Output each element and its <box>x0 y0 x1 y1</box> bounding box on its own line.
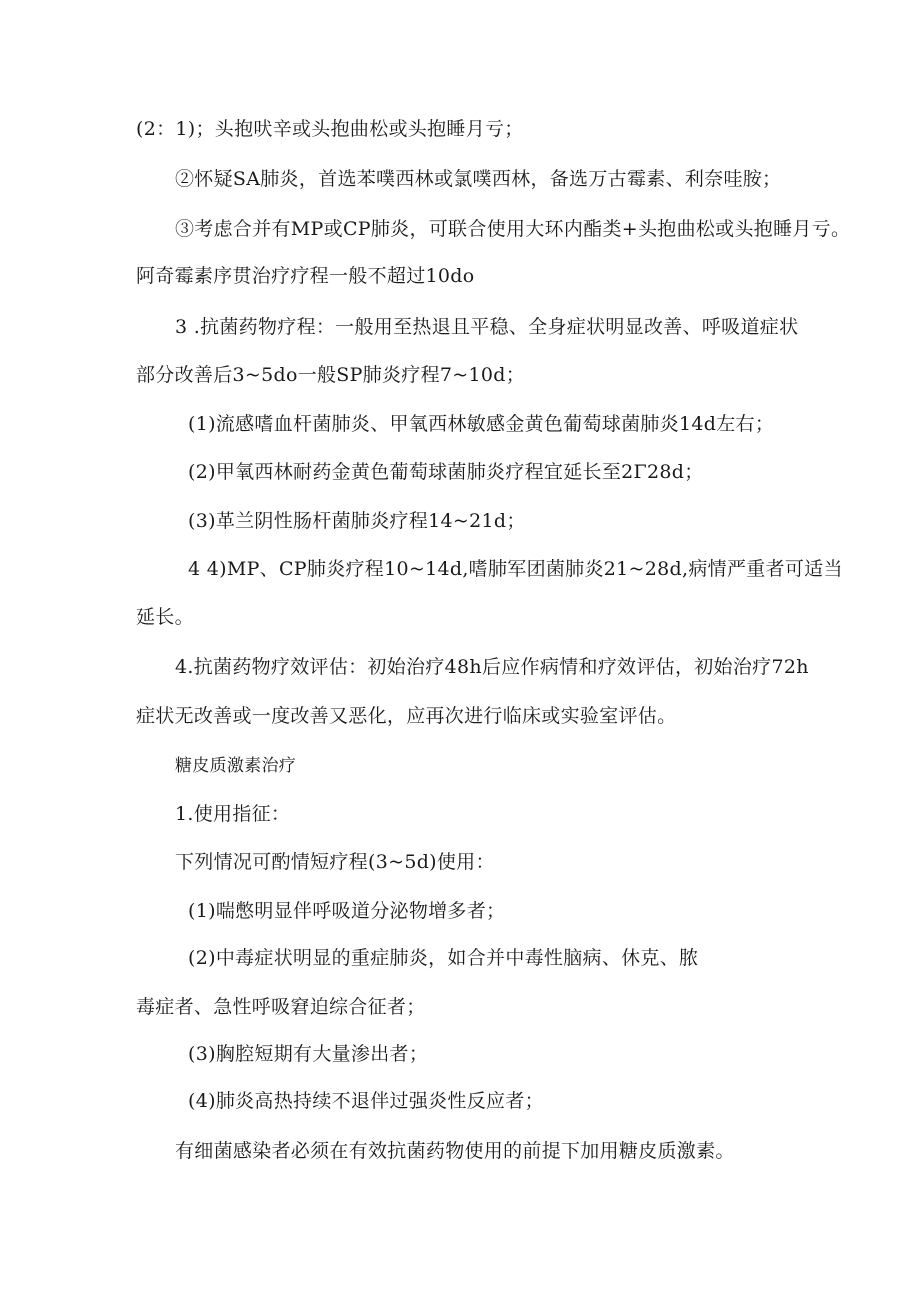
text-line-course-item-1: (1)流感嗜血杆菌肺炎、甲氧西林敏感金黄色葡萄球菌肺炎14d左右； <box>188 413 775 435</box>
text-line-efficacy-evaluation: 4.抗菌药物疗效评估：初始治疗48h后应作病情和疗效评估，初始治疗72h <box>175 656 809 678</box>
text-line-antibiotic-course-heading: 3 .抗菌药物疗程：一般用至热退且平稳、全身症状明显改善、呼吸道症状 <box>175 316 799 338</box>
text-line-indication-3: (3)胸腔短期有大量渗出者； <box>188 1043 429 1065</box>
text-line-indication-2-cont: 毒症者、急性呼吸窘迫综合征者； <box>136 996 426 1018</box>
text-line-regimen-ratio: (2：1)；头抱吠辛或头抱曲松或头抱睡月亏； <box>136 118 524 140</box>
text-line-sa-pneumonia: ②怀疑SA肺炎，首选苯噗西林或氯噗西林，备选万古霉素、利奈哇胺； <box>175 168 782 190</box>
text-line-azithromycin-course: 阿奇霉素序贯治疗疗程一般不超过10do <box>136 265 475 287</box>
text-line-bacterial-infection-note: 有细菌感染者必须在有效抗菌药物使用的前提下加用糖皮质激素。 <box>175 1140 735 1162</box>
text-line-indication-4: (4)肺炎高热持续不退伴过强炎性反应者； <box>188 1090 544 1112</box>
text-line-efficacy-evaluation-cont: 症状无改善或一度改善又恶化，应再次进行临床或实验室评估。 <box>136 705 677 727</box>
text-line-antibiotic-course-cont: 部分改善后3~5do一般SP肺炎疗程7~10d； <box>136 364 526 386</box>
section-heading-glucocorticoid: 糖皮质激素治疗 <box>175 756 297 776</box>
text-line-course-item-3: (3)革兰阴性肠杆菌肺炎疗程14~21d； <box>188 510 526 532</box>
text-line-course-item-4-cont: 延长。 <box>136 606 194 628</box>
text-line-course-item-4: 4 4)MP、CP肺炎疗程10~14d,嗜肺军团菌肺炎21~28d,病情严重者可适当 <box>188 558 843 580</box>
text-line-indication-1: (1)喘憋明显伴呼吸道分泌物增多者； <box>188 900 506 922</box>
text-line-mp-cp-combined: ③考虑合并有MP或CP肺炎，可联合使用大环内酯类+头抱曲松或头抱睡月亏。 <box>175 218 851 240</box>
text-line-course-item-2: (2)甲氧西林耐药金黄色葡萄球菌肺炎疗程宜延长至2Γ28d； <box>188 461 704 483</box>
text-line-indication-2: (2)中毒症状明显的重症肺炎，如合并中毒性脑病、休克、脓 <box>188 947 699 969</box>
text-line-indications-heading: 1.使用指征： <box>175 803 291 825</box>
text-line-indications-intro: 下列情况可酌情短疗程(3~5d)使用： <box>175 851 495 873</box>
